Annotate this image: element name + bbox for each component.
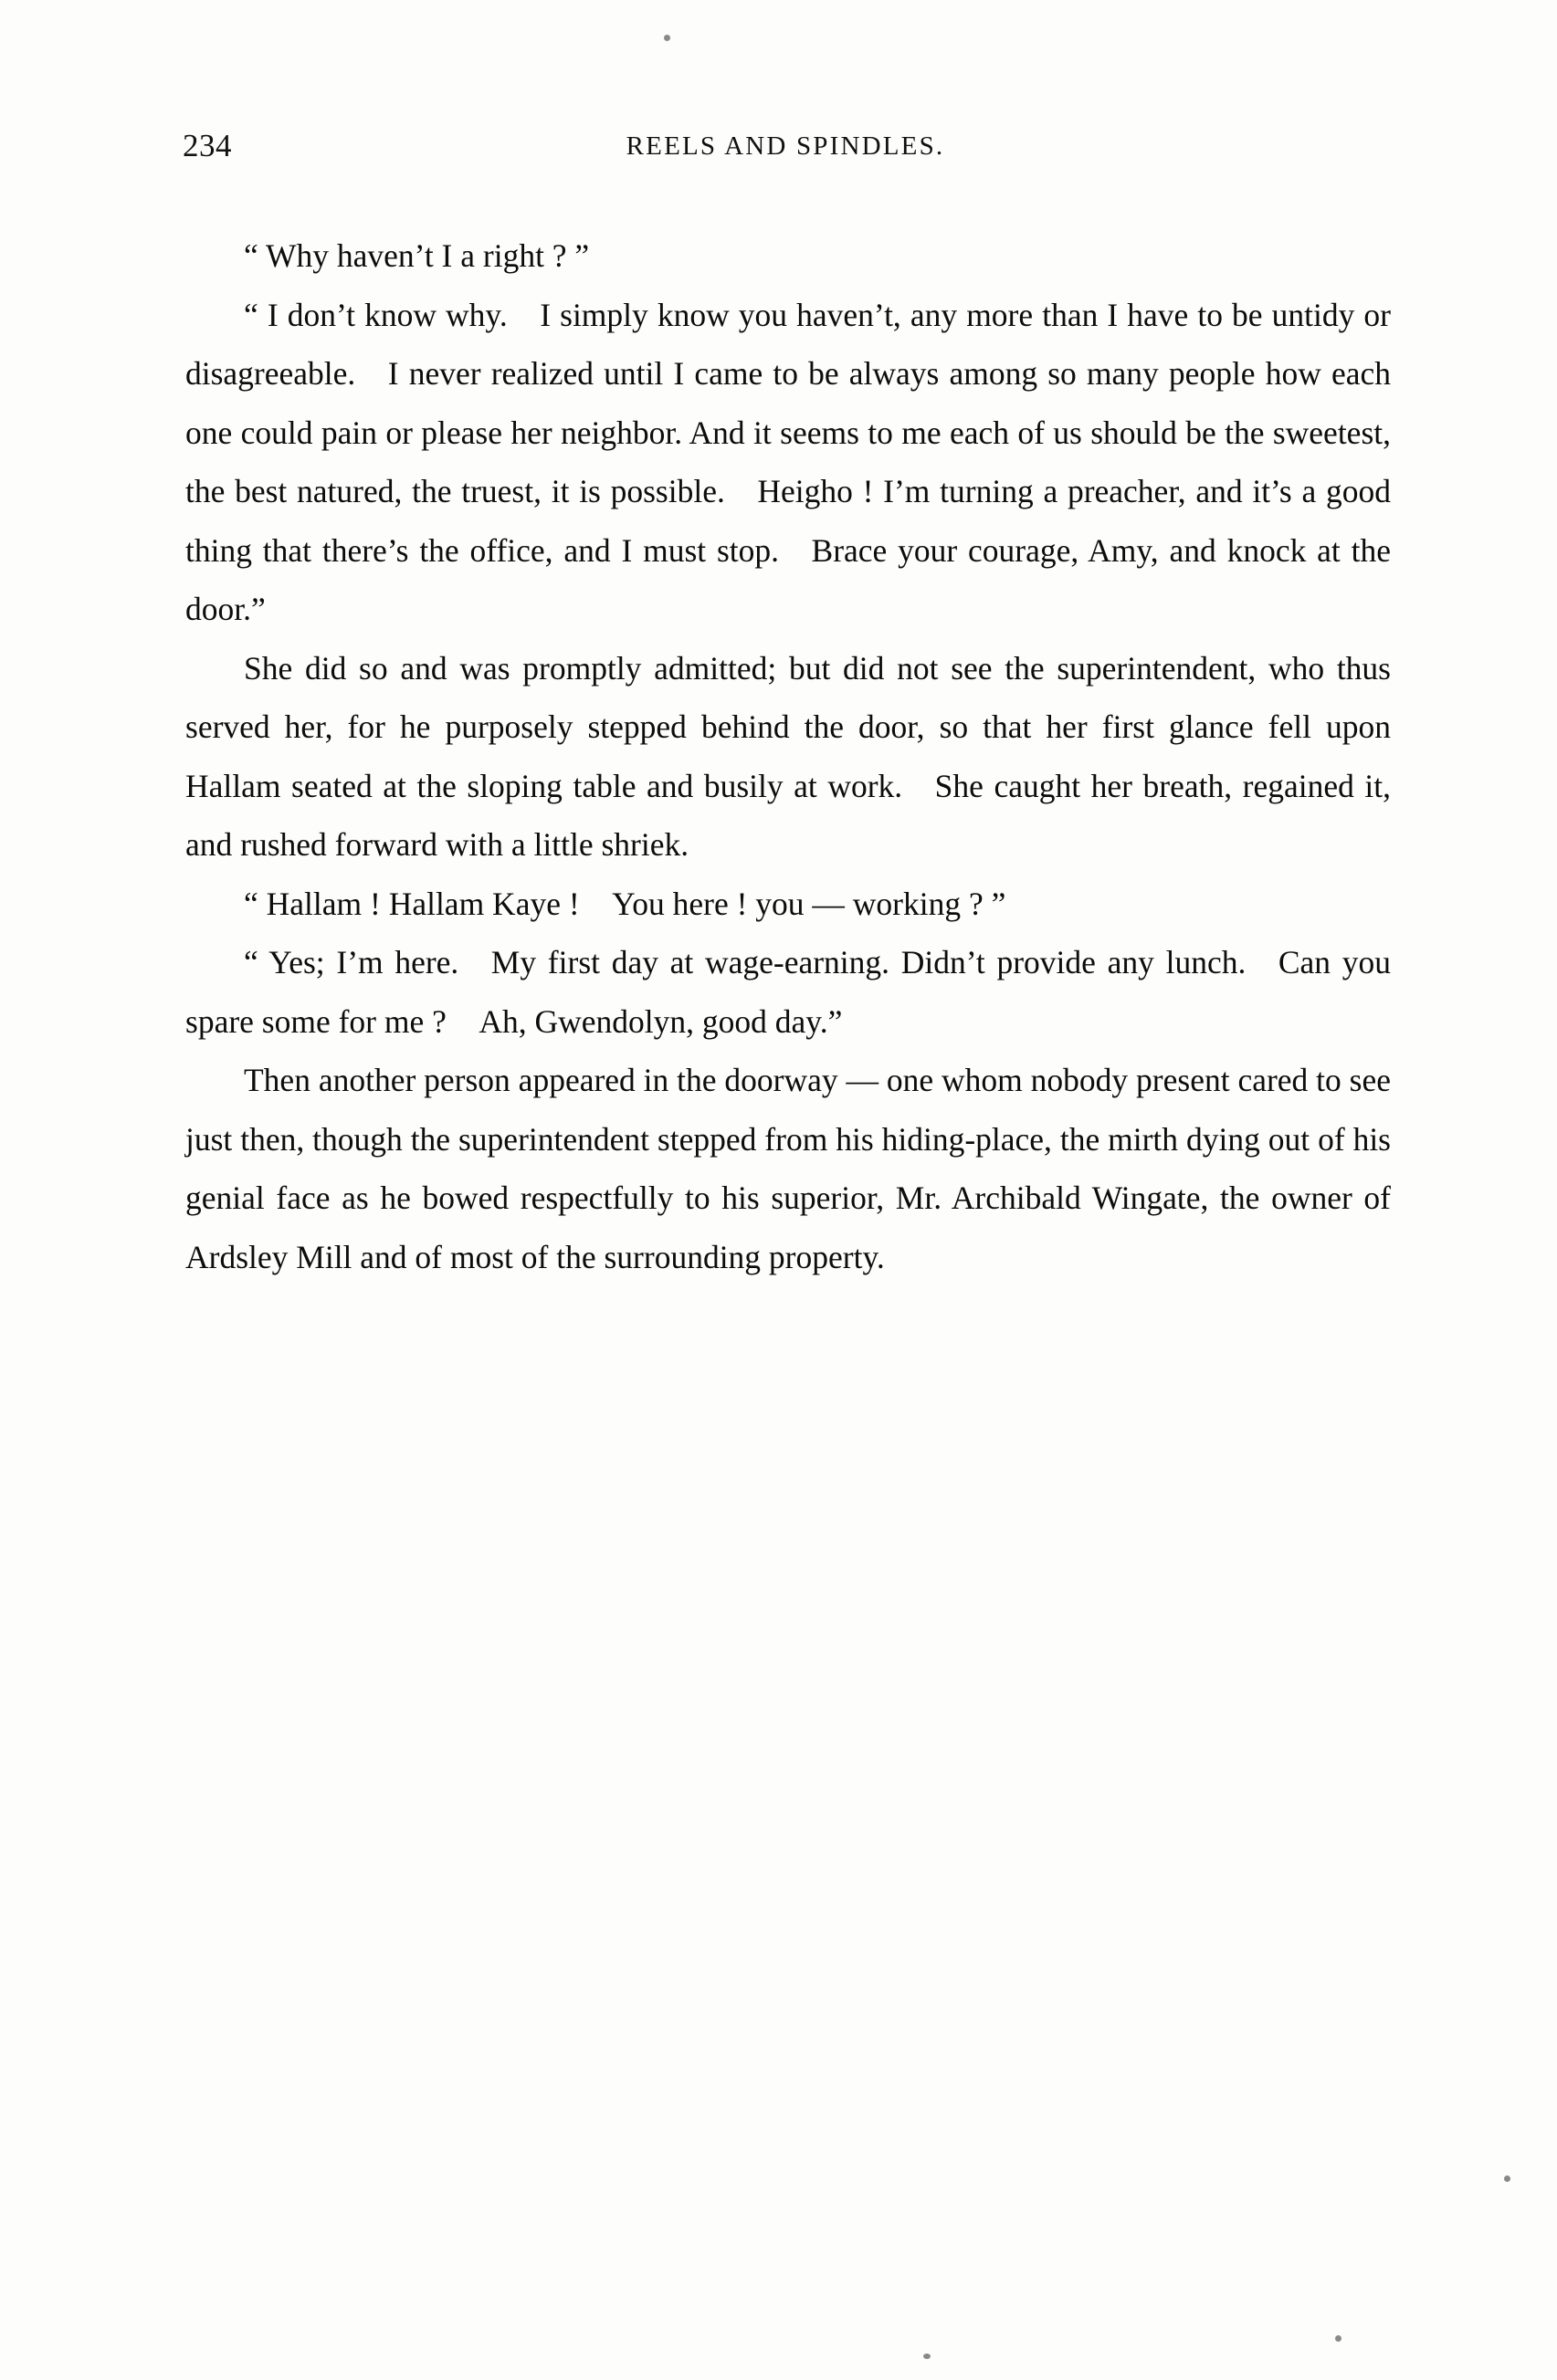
scan-speck (1335, 2335, 1341, 2342)
page-number: 234 (183, 128, 232, 163)
page-header (183, 128, 1388, 173)
paragraph: Then another person appeared in the doorway — one whom nobody present cared to see just then, though the superintendent stepped from his hiding-place, the mirth dying out of his genial face as he bowed respectfully to his superior, Mr. Archibald Wingate, the owner of Ardsley Mill and of most of the surrounding property. (185, 1062, 1391, 1275)
paragraph: She did so and was promptly admitted; but did not see the superintendent, who thus served her, for he purposely stepped behind the door, so that her first glance fell upon Hallam seated at the sloping table and busily at work. She caught her breath, regained it, and rushed forward with a little shriek. (185, 649, 1391, 863)
scan-speck (923, 2354, 931, 2359)
paragraph: “ Why haven’t I a right ? ” (244, 237, 590, 274)
page-body (185, 226, 1391, 1286)
paragraph: “ Hallam ! Hallam Kaye ! You here ! you — working ? ” (244, 885, 1006, 922)
scan-speck (664, 35, 670, 41)
scan-speck (1504, 2176, 1510, 2182)
paragraph: “ Yes; I’m here. My first day at wage-earning. Didn’t provide any lunch. Can you spare some for me ? Ah, Gwendolyn, good day.” (185, 944, 1391, 1040)
running-head: REELS AND SPINDLES. (626, 131, 945, 161)
paragraph: “ I don’t know why. I simply know you haven’t, any more than I have to be untidy or disagreeable. I never realized until I came to be always among so many people how each one could pain or please her neighbor. And it seems to me each of us should be the sweetest, the best natured, the truest, it is possible. Heigho ! I’m turning a preacher, and it’s a good thing that there’s the office, and I must stop. Brace your courage, Amy, and knock at the door.” (185, 296, 1391, 627)
